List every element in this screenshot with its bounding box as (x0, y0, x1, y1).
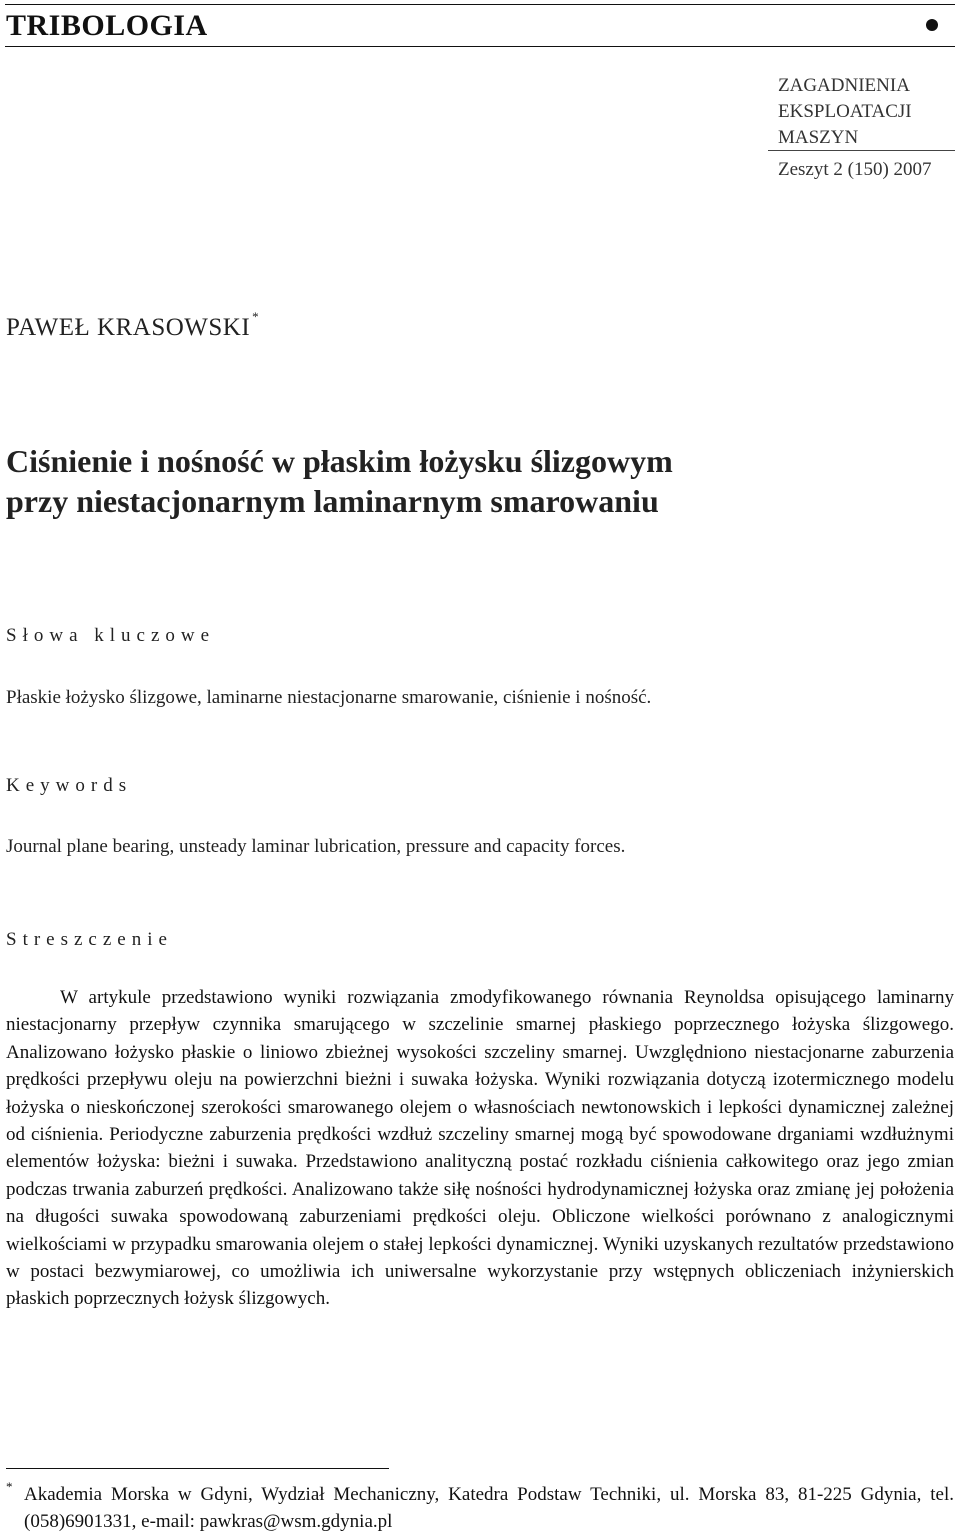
keywords-pl-text: Płaskie łożysko ślizgowe, laminarne niestacjonarne smarowanie, ciśnienie i nośność. (6, 687, 652, 708)
footnote-rule (6, 1468, 389, 1469)
abstract-paragraph: W artykule przedstawiono wyniki rozwiązania zmodyfikowanego równania Reynoldsa opisującego laminarny niestacjonarny przepływ czynnika smarującego w szczelinie smarnej płaskiego poprzecznego łożyska ślizgowego. Analizowano łożysko płaskie o liniowo zbieżnej wysokości szczeliny smarnej. Uwzględniono niestacjonarne zaburzenia prędkości przepływu oleju na powierzchni bieżni i suwaka łożyska. Wyniki rozwiązania dotyczą izotermicznego modelu łożyska o nieskończonej szerokości smarowanego olejem o własnościach newtonowskich i lepkości dynamicznej zależnej od ciśnienia. Periodyczne zaburzenia prędkości wzdłuż szczeliny smarnej mogą być spowodowane drganiami wzdłużnymi elementów łożyska: bieżni i suwaka. Przedstawiono analityczną postać rozkładu ciśnienia całkowitego oraz jego zmian podczas trwania zaburzeń prędkości. Analizowano także siłę nośności hydrodynamicznej łożyska oraz zmianę jej położenia na długości suwaka spowodowaną zaburzeniami prędkości oleju. Obliczone wielkości porównano z analogicznymi wielkościami w przypadku smarowania olejem o stałej lepkości dynamicznej. Wyniki uzyskanych rezultatów przedstawiono w postaci bezwymiarowej, co umożliwia ich uniwersalne wykorzystanie przy wstępnych obliczeniach inżynierskich płaskich poprzecznych łożysk ślizgowych. (6, 987, 954, 1310)
journal-name-block (778, 73, 912, 151)
article-title-line: przy niestacjonarnym laminarnym smarowaniu (6, 483, 659, 519)
journal-name-line: ZAGADNIENIA (778, 75, 910, 96)
abstract-body (6, 984, 954, 1313)
keywords-en-heading: Keywords (6, 775, 133, 796)
article-title-line: Ciśnienie i nośność w płaskim łożysku ślizgowym (6, 443, 673, 479)
abstract-heading: Streszczenie (6, 929, 173, 950)
journal-name-line: EKSPLOATACJI (778, 101, 912, 122)
author-footnote-mark: * (252, 309, 260, 324)
journal-name-line: MASZYN (778, 127, 859, 148)
article-title (6, 441, 673, 521)
header-bottom-rule (5, 46, 955, 47)
header-top-rule (5, 4, 955, 5)
keywords-pl-heading: Słowa kluczowe (6, 625, 216, 646)
bullet-dot-icon (926, 19, 938, 31)
journal-rule (768, 150, 955, 151)
journal-issue: Zeszyt 2 (150) 2007 (778, 159, 932, 180)
footnote-text: Akademia Morska w Gdyni, Wydział Mechaniczny, Katedra Podstaw Techniki, ul. Morska 83, 81-225 Gdynia, tel. (058)6901331, e-mail: pawkras@wsm.gdynia.pl (24, 1484, 954, 1532)
keywords-en-text: Journal plane bearing, unsteady laminar lubrication, pressure and capacity forces. (6, 836, 626, 857)
author-name-text: PAWEŁ KRASOWSKI (6, 314, 251, 341)
footnote (6, 1481, 954, 1535)
footnote-mark: * (6, 1479, 13, 1494)
journal-header-bar (0, 0, 960, 50)
journal-section-title: TRIBOLOGIA (6, 9, 208, 42)
author-name (6, 309, 259, 342)
